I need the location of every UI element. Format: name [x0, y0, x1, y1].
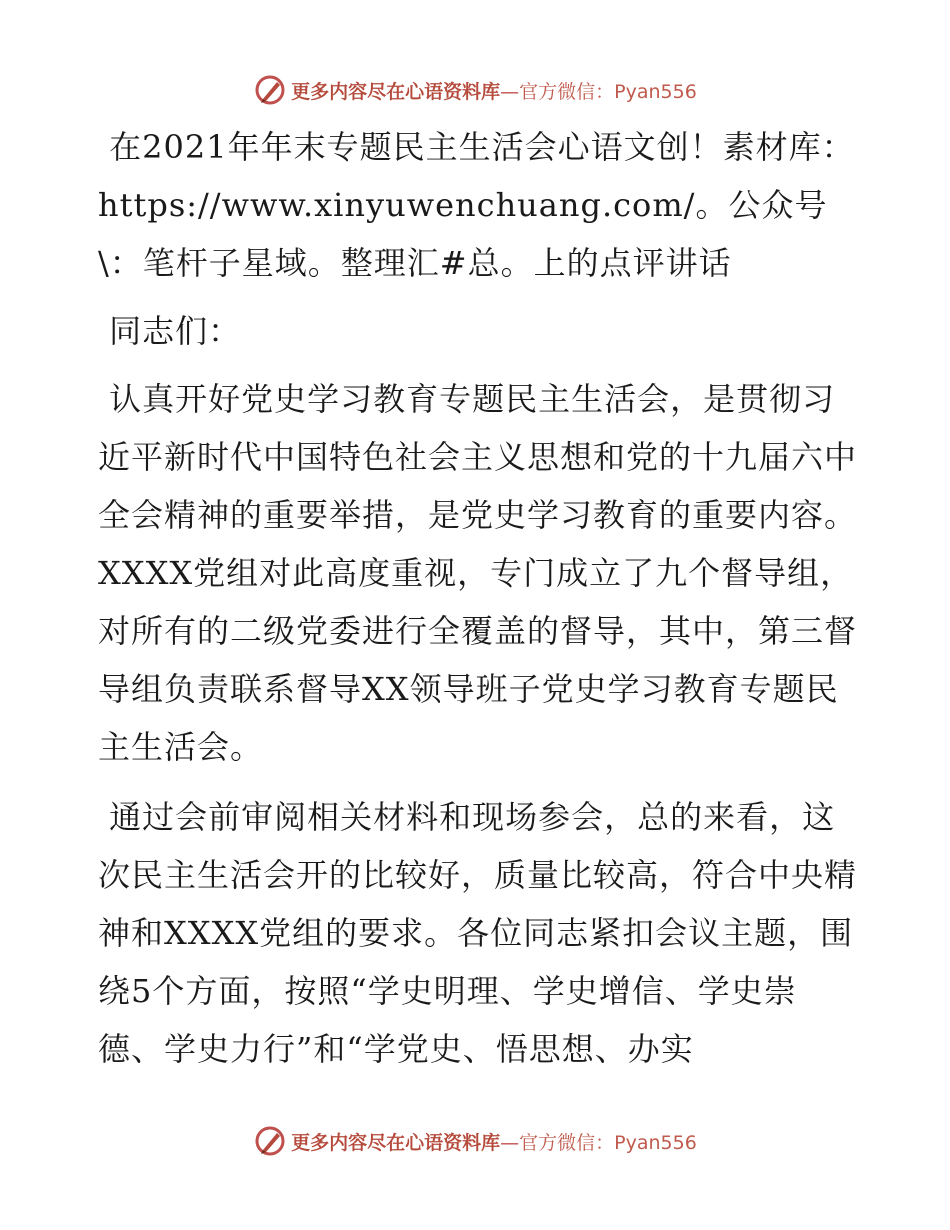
footer-banner: [0, 1121, 950, 1161]
banner-dash: —: [500, 80, 520, 103]
pen-circle-logo-icon: [253, 73, 287, 107]
banner-wechat-text: 官方微信：Pyan556: [519, 1131, 697, 1154]
document-body: [98, 118, 858, 1078]
document-title: 在2021年年末专题民主生活会心语文创！素材库：https://www.xinyuwenchuang.com/。公众号\：笔杆子星域。整理汇#总。上的点评讲话: [98, 128, 855, 282]
paragraph: 认真开好党史学习教育专题民主生活会，是贯彻习近平新时代中国特色社会主义思想和党的十九届六中全会精神的重要举措，是党史学习教育的重要内容。XXXX党组对此高度重视，专门成立了九个督导组，对所有的二级党委进行全覆盖的督导，其中，第三督导组负责联系督导XX领导班子党史学习教育专题民主生活会。: [98, 380, 858, 766]
banner-dash: —: [500, 1131, 520, 1154]
pen-circle-logo-icon: [253, 1124, 287, 1158]
banner-wechat-text: 官方微信：Pyan556: [519, 80, 697, 103]
paragraph: 通过会前审阅相关材料和现场参会，总的来看，这次民主生活会开的比较好，质量比较高，符合中央精神和XXXX党组的要求。各位同志紧扣会议主题，围绕5个方面，按照“学史明理、学史增信、学史崇德、学史力行”和“学党史、悟思想、办实: [98, 798, 858, 1068]
banner-text: [291, 1128, 697, 1155]
header-banner: [0, 70, 950, 110]
banner-main-text: 更多内容尽在心语资料库: [291, 1131, 501, 1154]
banner-main-text: 更多内容尽在心语资料库: [291, 80, 501, 103]
banner-text: [291, 77, 697, 104]
greeting: 同志们：: [98, 312, 242, 350]
